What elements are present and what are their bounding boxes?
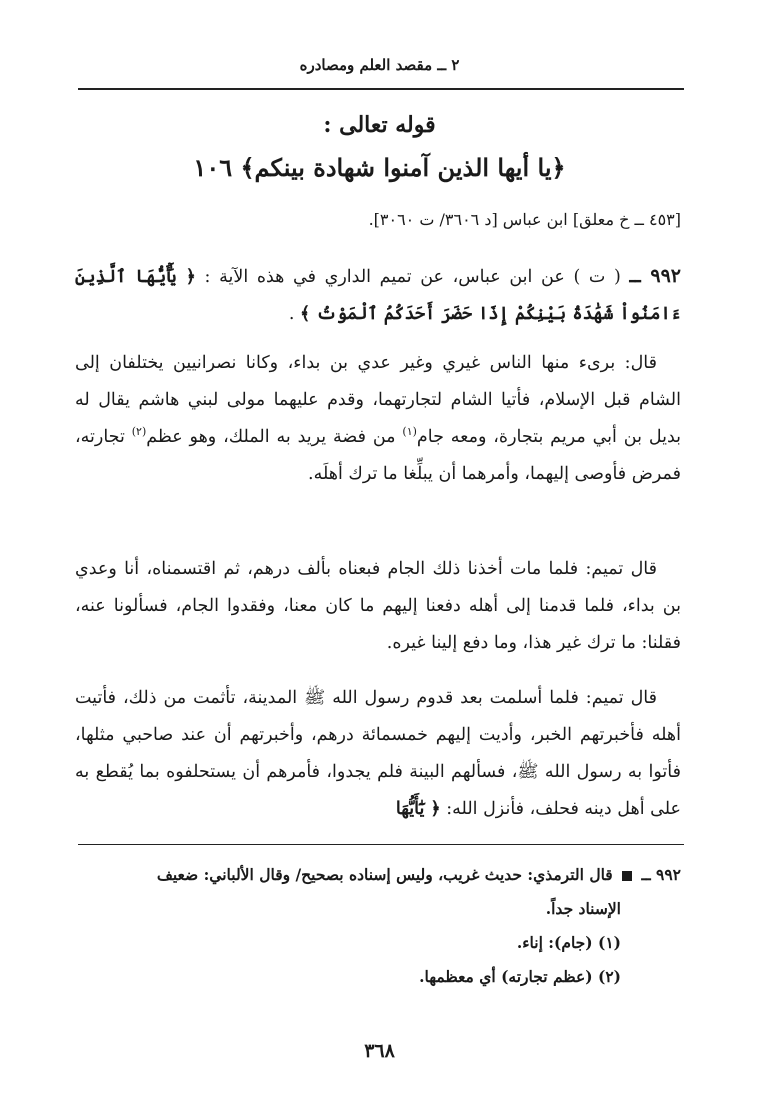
quran-verse: ﴿ يَٰٓأَيُّهَا ٱلَّذِينَ ءَامَنُواْ شَهَٰدَةُ بَيْنِكُمْ إِذَا حَضَرَ أَحَدَكُمُ ٱلْمَوْتُ ﴾ [75,267,681,324]
verse-title: ﴿يا أيها الذين آمنوا شهادة بينكم﴾ ١٠٦ [193,153,566,182]
reference-line: [٤٥٣ ــ خ معلق] ابن عباس [د ٣٦٠٦/ ت ٣٠٦٠]. [368,210,681,229]
quran-verse-start: ﴿ يَٰٓأَيُّهَا [395,799,441,819]
section-title: قوله تعالى : [323,112,436,138]
paragraph-2 [75,551,681,662]
paragraph-1 [75,345,681,493]
square-bullet-icon [622,871,632,881]
footnotes [75,858,681,994]
footnote-main-continued: الإسناد جداً. [545,899,621,918]
paragraph-3 [75,680,681,828]
footnote-main-text: قال الترمذي: حديث غريب، وليس إسناده بصحيح/ وقال الألباني: ضعيف [156,865,613,884]
running-header: ٢ ــ مقصد العلم ومصادره [299,56,460,74]
footnote-ref-2: (٢) [131,425,147,439]
paragraph-2-text: قال تميم: فلما مات أخذنا ذلك الجام فبعناه بألف درهم، ثم اقتسمناه، أنا وعدي بن بداء، فلما قدمنا إلى أهله دفعنا إليهم ما كان معنا، وفقدوا الجام، فسألونا عنه، فقلنا: ما ترك غير هذا، وما دفع إلينا غيره. [75,559,681,653]
paragraph-3-text: قال تميم: فلما أسلمت بعد قدوم رسول الله ﷺ المدينة، تأثمت من ذلك، فأتيت أهله فأخبرتهم الخبر، وأديت إليهم خمسمائة درهم، وأخبرتهم أن عند صاحبي مثلها، فأتوا به رسول الله ﷺ، فسألهم البينة فلم يجدوا، فأمرهم أن يستحلفوه بما يُقطع به على أهل دينه فحلف، فأنزل الله: [75,688,681,819]
hadith-paragraph [75,258,681,333]
paragraph-1-part-a: قال: برىء منها الناس غيري وغير عدي بن بداء، وكانا نصرانيين يختلفان إلى الشام قبل الإسلام، فأتيا الشام لتجارتهما، وقدم عليهما مولى لبني هاشم يقال له بديل بن أبي مريم بتجارة، ومعه جام [75,353,681,447]
page-number: ٣٦٨ [364,1040,395,1062]
footnote-ref-1: (١) [402,425,417,439]
header-rule [78,88,684,90]
footnote-main [75,858,681,892]
footnote-rule [78,844,684,845]
footnote-1: (١) (جام): إناء. [516,933,621,952]
paragraph-1-part-b: من فضة يريد به الملك، وهو عظم [146,427,403,447]
hadith-intro: ( ت ) عن ابن عباس، عن تميم الداري في هذه الآية : [204,267,621,287]
hadith-number: ٩٩٢ ــ [629,265,681,287]
paragraph-1-part-c: تجارته، فمرض فأوصى إليهما، وأمرهما أن يبلِّغا ما ترك أهلَه. [75,427,681,484]
hadith-end: . [288,304,295,324]
footnote-main-number: ٩٩٢ ــ [641,865,681,884]
footnote-2: (٢) (عظم تجارته) أي معظمها. [419,967,621,986]
